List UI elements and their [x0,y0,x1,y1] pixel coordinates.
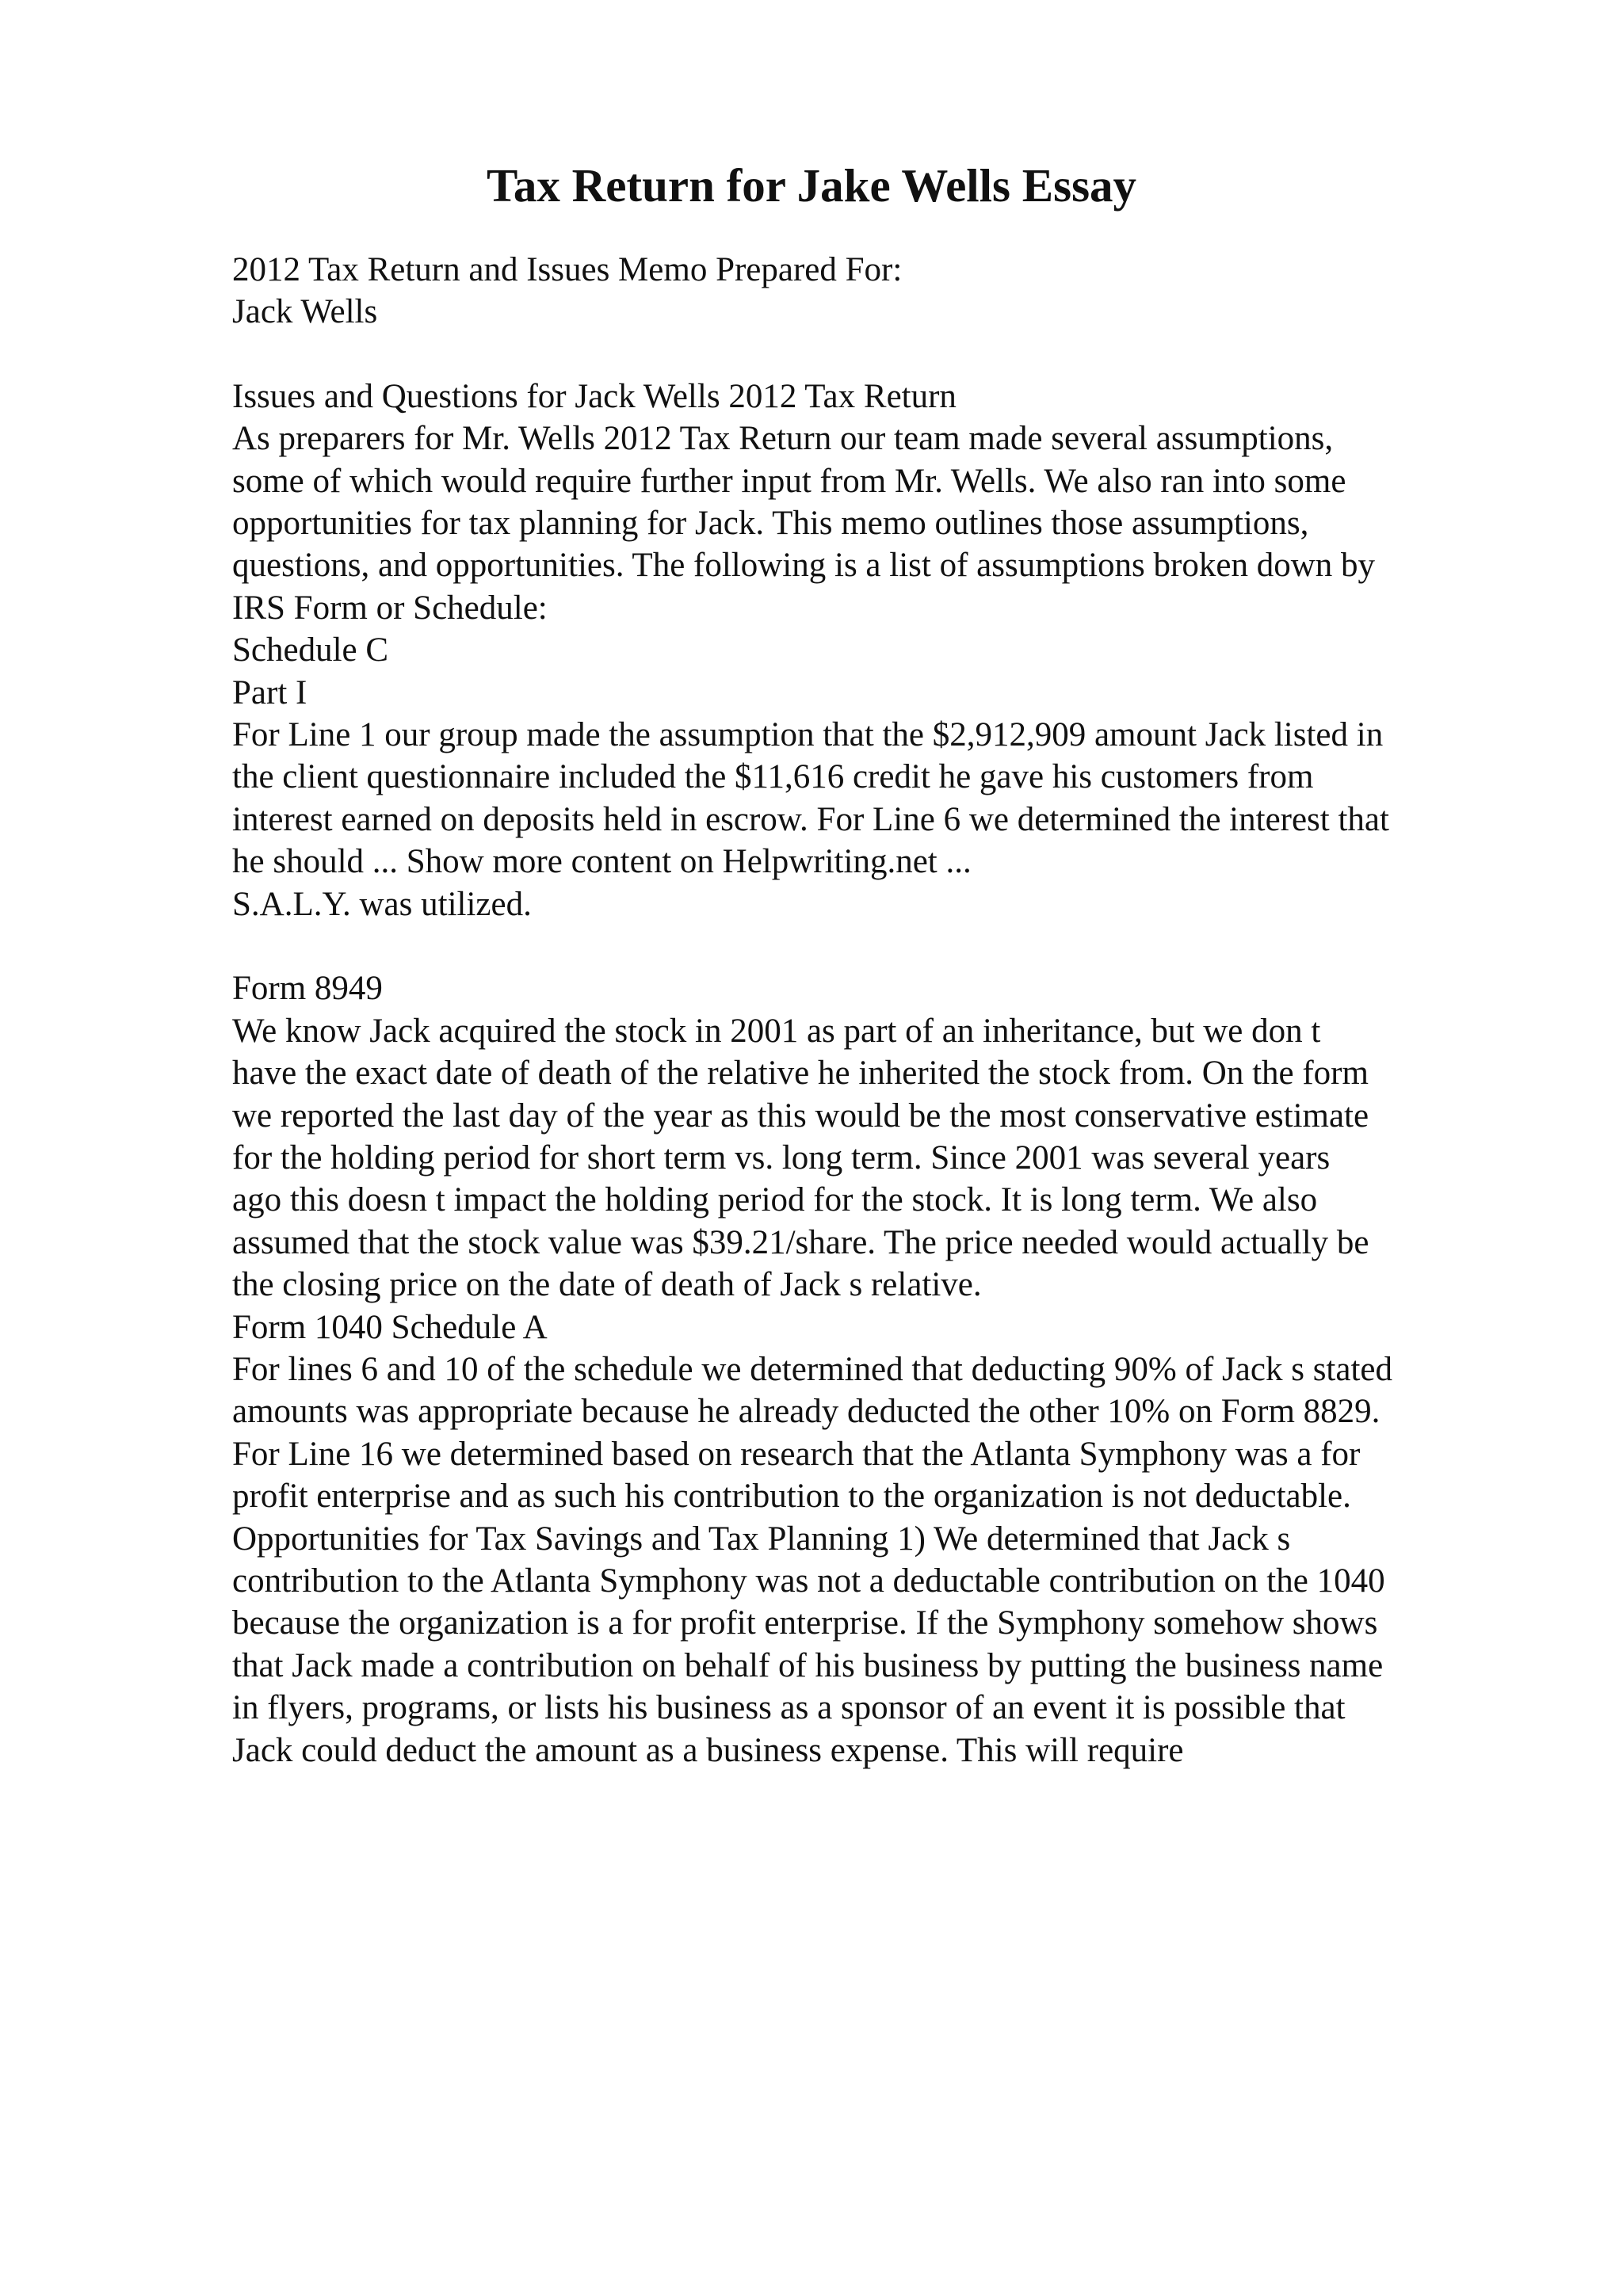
text-line: Opportunities for Tax Savings and Tax Planning 1) We determined that Jack s [232,1520,1291,1558]
text-line: the client questionnaire included the $11,616 credit he gave his customers from [232,758,1314,795]
text-line: opportunities for tax planning for Jack. This memo outlines those assumptions, [232,505,1309,542]
document-title: Tax Return for Jake Wells Essay [486,159,1137,212]
text-line: questions, and opportunities. The following is a list of assumptions broken down by [232,547,1375,584]
text-line: Issues and Questions for Jack Wells 2012 Tax Return [232,378,957,415]
text-line: S.A.L.Y. was utilized. [232,886,532,923]
text-line: have the exact date of death of the relative he inherited the stock from. On the form [232,1055,1369,1092]
text-line: Form 1040 Schedule A [232,1309,548,1346]
text-line: contribution to the Atlanta Symphony was not a deductable contribution on the 1040 [232,1562,1385,1600]
text-line: the closing price on the date of death of Jack s relative. [232,1266,982,1303]
text-line: IRS Form or Schedule: [232,589,548,627]
text-line: some of which would require further input from Mr. Wells. We also ran into some [232,463,1346,500]
text-line: We know Jack acquired the stock in 2001 as part of an inheritance, but we don t [232,1013,1321,1050]
text-line: amounts was appropriate because he already deducted the other 10% on Form 8829. [232,1393,1381,1430]
text-line: that Jack made a contribution on behalf of his business by putting the business name [232,1647,1384,1684]
text-line: for the holding period for short term vs. long term. Since 2001 was several years [232,1139,1331,1177]
text-line: interest earned on deposits held in escrow. For Line 6 we determined the interest that [232,801,1389,838]
text-line: Schedule C [232,631,389,669]
text-line: Form 8949 [232,970,383,1007]
text-line: in flyers, programs, or lists his business as a sponsor of an event it is possible that [232,1689,1346,1726]
text-line: he should ... Show more content on Helpwriting.net ... [232,843,972,880]
text-line: assumed that the stock value was $39.21/share. The price needed would actually be [232,1224,1369,1261]
text-line: Jack Wells [232,293,378,330]
text-line: As preparers for Mr. Wells 2012 Tax Return our team made several assumptions, [232,420,1334,457]
text-line: 2012 Tax Return and Issues Memo Prepared For: [232,251,903,288]
text-line: For Line 1 our group made the assumption that the $2,912,909 amount Jack listed in [232,716,1384,753]
text-line: because the organization is a for profit enterprise. If the Symphony somehow shows [232,1604,1378,1642]
text-line: we reported the last day of the year as this would be the most conservative estimate [232,1097,1369,1135]
text-line: ago this doesn t impact the holding period for the stock. It is long term. We also [232,1181,1318,1219]
text-line: Part I [232,674,307,711]
text-line: For Line 16 we determined based on research that the Atlanta Symphony was a for [232,1436,1361,1473]
text-line: For lines 6 and 10 of the schedule we determined that deducting 90% of Jack s stated [232,1351,1392,1388]
text-line: profit enterprise and as such his contribution to the organization is not deductable. [232,1478,1351,1515]
text-line: Jack could deduct the amount as a business expense. This will require [232,1732,1184,1769]
